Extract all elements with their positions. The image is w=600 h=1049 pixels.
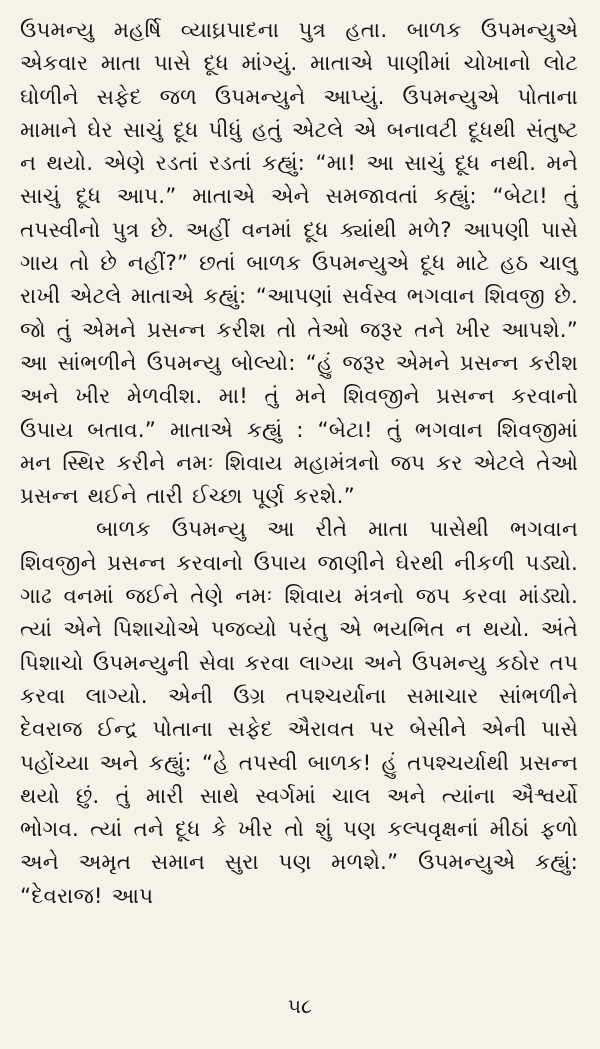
paragraph-2: બાળક ઉપમન્યુ આ રીતે માતા પાસેથી ભગવાન શિવજીને પ્રસન્ન કરવાનો ઉપાય જાણીને ઘેરથી નીકળી પડ્યો. ગાઢ વનમાં જઈને તેણે નમઃ શિવાય મંત્રનો જપ કરવા માંડ્યો. ત્યાં એને પિશાચોએ પજવ્યો પરંતુ એ ભયભિત ન થયો. અંતે પિશાચો ઉપમન્યુની સેવા કરવા લાગ્યા અને ઉપમન્યુ કઠોર તપ કરવા લાગ્યો. એની ઉગ્ર તપશ્ચર્યાના સમાચાર સાંભળીને દેવરાજ ઈન્દ્ર પોતાના સફેદ ઐરાવત પર બેસીને એની પાસે પહોંચ્યા અને કહ્યું: “હે તપસ્વી બાળક! હું તપશ્ચર્યાથી પ્રસન્ન થયો છું. તું મારી સાથે સ્વર્ગમાં ચાલ અને ત્યાંના ઐશ્વર્યો ભોગવ. ત્યાં તને દૂધ કે ખીર તો શું પણ કલ્પવૃક્ષનાં મીઠાં ફળો અને અમૃત સમાન સુરા પણ મળશે.” ઉપમન્યુએ કહ્યું: “દેવરાજ! આપ [20,517,578,909]
page-number: ૫૮ [287,994,313,1018]
paragraph-1: ઉપમન્યુ મહર્ષિ વ્યાઘ્રપાદના પુત્ર હતા. બાળક ઉપમન્યુએ એકવાર માતા પાસે દૂધ માંગ્યું. માતાએ પાણીમાં ચોખાનો લોટ ઘોળીને સફેદ જળ ઉપમન્યુને આપ્યું. ઉપમન્યુએ પોતાના મામાને ઘેર સાચું દૂધ પીધું હતું એટલે એ બનાવટી દૂધથી સંતુષ્ટ ન થયો. એણે રડતાં રડતાં કહ્યું: “મા! આ સાચું દૂધ નથી. મને સાચું દૂધ આપ.” માતાએ એને સમજાવતાં કહ્યું: “બેટા! તું તપસ્વીનો પુત્ર છે. અહીં વનમાં દૂધ ક્યાંથી મળે? આપણી પાસે ગાય તો છે નહીં?” છતાં બાળક ઉપમન્યુએ દૂધ માટે હઠ ચાલુ રાખી એટલે માતાએ કહ્યું: “આપણાં સર્વસ્વ ભગવાન શિવજી છે. જો તું એમને પ્રસન્ન કરીશ તો તેઓ જરૂર તને ખીર આપશે.” આ સાંભળીને ઉપમન્યુ બોલ્યો: “હું જરૂર એમને પ્રસન્ન કરીશ અને ખીર મેળવીશ. મા! તું મને શિવજીને પ્રસન્ન કરવાનો ઉપાય બતાવ.” માતાએ કહ્યું : “બેટા! તું ભગવાન શિવજીમાં મન સ્થિર કરીને નમઃ શિવાય મહામંત્રનો જપ કર એટલે તેઓ પ્રસન્ન થઈને તારી ઈચ્છા પૂર્ણ કરશે.” [20,18,578,510]
